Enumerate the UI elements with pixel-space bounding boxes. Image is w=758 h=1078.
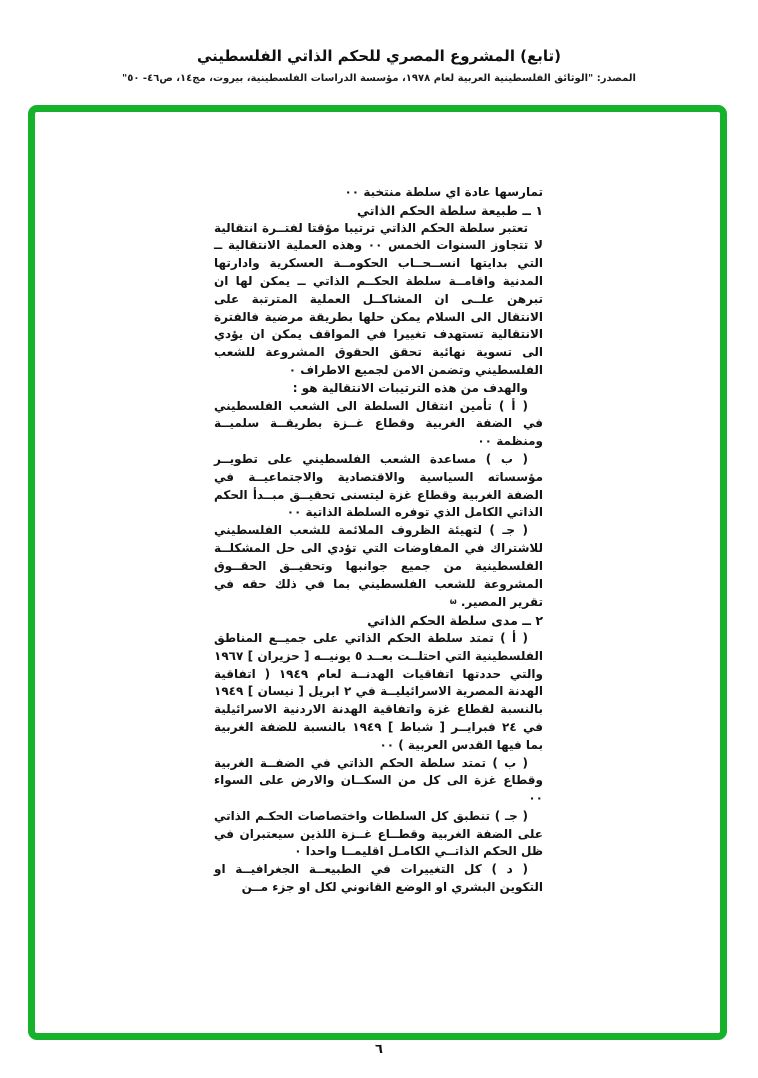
paragraph-intro: تعتبر سلطة الحكم الذاتي ترتيبا مؤقتا لفتــرة انتقالية لا تتجاوز السنوات الخمس ٠٠ وهذه العملية الانتقالية ــ التي بدايتها انســحــاب الحكومــة العسكرية وادارتها المدنية واقامــة سلطة الحكــم الذاتي ــ يمكن لها ان تبرهن علــى ان المشاكــل العملية المترتبة على الانتقال الى السلام يمكن حلها بطريقة مرضية فالفترة الانتقالية تستهدف تغييرا في المواقف يمكن ان يؤدي الى تسوية نهائية تحقق الحقوق المشروعة للشعب الفلسطيني وتضمن الامن لجميع الاطراف ٠ bbox=[214, 220, 543, 377]
item-1-a: ( أ ) تأمين انتقال السلطة الى الشعب الفلسطيني في الضفة الغربية وقطاع غــزة بطريقــة سلميــة ومنظمة ٠٠ bbox=[214, 398, 543, 449]
item-2-a: ( أ ) تمتد سلطة الحكم الذاتي على جميــع المناطق الفلسطينية التي احتلــت بعــد ٥ يونيــه [ حزيران ] ١٩٦٧ والتي حددتها اتفاقيات الهدنــة لعام ١٩٤٩ ( اتفاقية الهدنة المصرية الاسرائيليــة في ٢ ابريل [ نيسان ] ١٩٤٩ بالنسبة لقطاع غزة واتفاقية الهدنة الاردنية الاسرائيلية في ٢٤ فبرايــر [ شباط ] ١٩٤٩ بالنسبة للضفة الغربية بما فيها القدس العربية ) ٠٠ bbox=[214, 630, 543, 752]
page-number: ٦ bbox=[375, 1042, 383, 1057]
item-1-c-text: ( جـ ) لتهيئة الظروف الملائمة للشعب الفلسطيني للاشتراك في المفاوضات التي تؤدي الى حل المشكلــة الفلسطينية من جميع جوانبها وتحقيــق الحقــوق المشروعة للشعب الفلسطيني بما في ذلك حقه في تقرير المصير. bbox=[214, 523, 543, 610]
paragraph-goal-lead-in: والهدف من هذه الترتيبات الانتقالية هو : bbox=[292, 380, 528, 395]
main-text-column bbox=[214, 184, 543, 897]
item-2-d-partial: ( د ) كل التغييرات في الطبيعــة الجغرافيــة او التكوين البشري او الوضع القانوني لكل او جزء مــن bbox=[214, 862, 543, 895]
document-header bbox=[0, 47, 758, 84]
source-citation-line: المصدر: "الوثائق الفلسطينية العربية لعام ١٩٧٨، مؤسسة الدراسات الفلسطينية، بيروت، مج١٤، ص٤٦- ٥٠" bbox=[122, 73, 636, 84]
item-2-b: ( ب ) تمتد سلطة الحكم الذاتي في الضفــة الغربية وقطاع غزة الى كل من السكــان والارض على السواء ٠٠ bbox=[214, 755, 543, 806]
section-heading-2: ٢ ــ مدى سلطة الحكم الذاتي bbox=[367, 613, 543, 629]
document-title: (تابع) المشروع المصري للحكم الذاتي الفلسطيني bbox=[196, 47, 562, 65]
section-heading-1: ١ ــ طبيعة سلطة الحكم الذاتي bbox=[357, 202, 543, 218]
item-1-c bbox=[214, 522, 543, 612]
stray-footnote-mark: ω bbox=[449, 597, 457, 607]
item-1-b: ( ب ) مساعدة الشعب الفلسطيني على تطويــر مؤسساته السياسية والاقتصادية والاجتماعيــة في الضفة الغربية وقطاع غزة ليتسنى تحقيــق مبــدأ الحكم الذاتي الكامل الذي توفره السلطة الذاتية ٠٠ bbox=[214, 451, 543, 520]
continuation-line: تمارسها عادة اي سلطة منتخبة ٠٠ bbox=[344, 185, 543, 199]
item-2-c: ( جـ ) تنطبق كل السلطات واختصاصات الحكـم الذاتي على الضفة الغربية وقطــاع غــزة اللذين سيعتبران في ظل الحكم الذاتــي الكامـل اقليمــا واحدا ٠ bbox=[214, 808, 543, 859]
